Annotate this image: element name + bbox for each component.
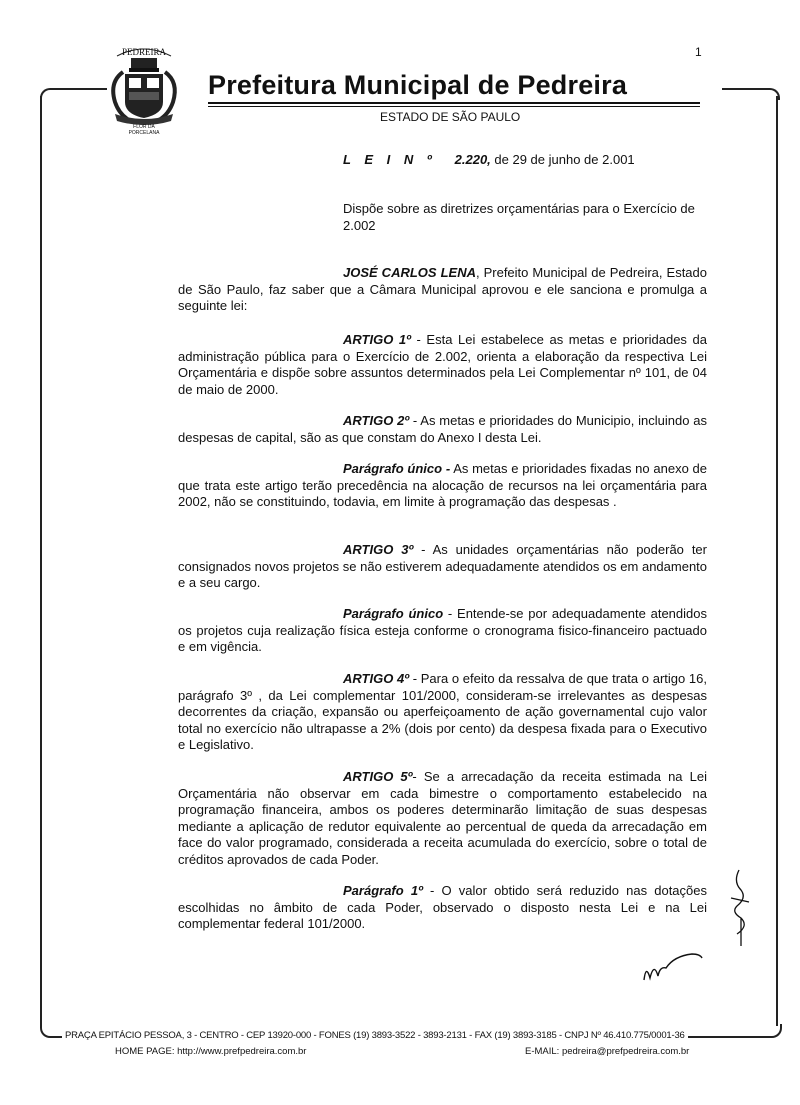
article-4 xyxy=(178,671,707,754)
title-underline-2 xyxy=(208,106,700,107)
law-date: de 29 de junho de 2.001 xyxy=(490,152,635,167)
footer-address: PRAÇA EPITÁCIO PESSOA, 3 - CENTRO - CEP 13920-000 - FONES (19) 3893-3522 - 3893-2131 - FAX (19) 3893-3185 - CNPJ Nº 46.410.775/0001-36 xyxy=(62,1030,688,1041)
law-label: L E I N º xyxy=(343,152,437,167)
state-subtitle: ESTADO DE SÃO PAULO xyxy=(380,110,521,124)
border-frame-top-left xyxy=(40,88,107,100)
paragraph-lead: ARTIGO 1º xyxy=(343,332,411,347)
paragraph-text: - Entende-se por adequadamente atendidos os projetos cuja realização física esteja conforme o cronograma fisico-financeiro pactuado e em vigência. xyxy=(178,606,707,654)
paragraph-text: - Se a arrecadação da receita estimada na Lei Orçamentária não observar em cada bimestre o comportamento estabelecido na programação financeira, ambos os poderes determinarão limitação de suas despesas mediante a aplicação de redutor equivalente ao percentual de queda da arrecadação em face do valor programado, considerada a receita acumulada do exercício, sobre o total de créditos aprovados de cada Poder. xyxy=(178,769,707,867)
article-2 xyxy=(178,413,707,446)
law-summary: Dispõe sobre as diretrizes orçamentárias para o Exercício de 2.002 xyxy=(343,201,695,233)
paragraph-lead: ARTIGO 5º xyxy=(343,769,413,784)
paragraph-text: - O valor obtido será reduzido nas dotações escolhidas no âmbito de cada Poder, observado o disposto nesta Lei e na Lei complementar federal 101/2000. xyxy=(178,883,707,931)
article-1 xyxy=(178,332,707,398)
svg-text:PEDREIRA: PEDREIRA xyxy=(121,47,167,57)
paragraph-text: - As unidades orçamentárias não poderão ter consignados novos projetos se não estiverem adequadamente atendidos os em andamento e a seu cargo. xyxy=(178,542,708,590)
article-2-sole-paragraph xyxy=(178,461,707,511)
paragraph-lead: ARTIGO 2º xyxy=(343,413,410,428)
initials-signature xyxy=(640,950,710,986)
article-5 xyxy=(178,769,707,868)
paragraph-text: - Esta Lei estabelece as metas e prioridades da administração pública para o Exercício de 2.002, orienta a elaboração da respectiva Lei Orçamentária e dispõe sobre assuntos determinados pela Lei Complementar nº 101, de 04 de maio de 2000. xyxy=(178,332,707,397)
law-heading xyxy=(343,152,635,167)
paragraph-lead: JOSÉ CARLOS LENA xyxy=(343,265,476,280)
law-number: 2.220, xyxy=(454,152,491,167)
paragraph-lead: ARTIGO 4º xyxy=(343,671,409,686)
paragraph-lead: ARTIGO 3º xyxy=(343,542,414,557)
border-frame-right xyxy=(776,96,778,1026)
page-number: 1 xyxy=(695,45,702,59)
title-underline xyxy=(208,102,700,104)
municipal-crest-logo xyxy=(103,42,185,134)
article-3 xyxy=(178,542,707,592)
page-title: Prefeitura Municipal de Pedreira xyxy=(208,70,628,100)
paragraph-lead: Parágrafo 1º xyxy=(343,883,423,898)
margin-signature xyxy=(725,868,755,948)
paragraph-text: As metas e prioridades fixadas no anexo de que trata este artigo terão precedência na alocação de recursos na lei orçamentária para 2002, não se constituindo, todavia, em limite à programação das despesas . xyxy=(178,461,707,509)
svg-text:FLOR DA: FLOR DA xyxy=(133,124,155,130)
paragraph-text: , Prefeito Municipal de Pedreira, Estado de São Paulo, faz saber que a Câmara Municipal aprovou e ele sanciona e promulga a seguinte lei: xyxy=(178,265,707,313)
paragraph-lead: Parágrafo único xyxy=(343,606,444,621)
paragraph-text: - As metas e prioridades do Municipio, incluindo as despesas de capital, são as que constam do Anexo I desta Lei. xyxy=(178,413,707,445)
paragraph-lead: Parágrafo único - xyxy=(343,461,451,476)
svg-text:PORCELANA: PORCELANA xyxy=(128,130,160,134)
footer-email-link[interactable]: E-MAIL: pedreira@prefpedreira.com.br xyxy=(525,1046,690,1057)
preamble-paragraph xyxy=(178,265,707,315)
border-frame-top-right xyxy=(722,88,780,100)
paragraph-text: - Para o efeito da ressalva de que trata o artigo 16, parágrafo 3º , da Lei complementar 101/2000, consideram-se irrelevantes as despesas decorrentes da criação, expansão ou aperfeiçoamento de ação governamental cujo valor total no exercício não ultrapasse a 2% (dois por cento) da despesa fixada para o Executivo e Legislativo. xyxy=(178,671,707,752)
footer-homepage-link[interactable]: HOME PAGE: http://www.prefpedreira.com.br xyxy=(115,1046,307,1057)
border-frame-left xyxy=(40,96,42,1026)
article-3-sole-paragraph xyxy=(178,606,707,656)
article-5-paragraph-1 xyxy=(178,883,707,933)
